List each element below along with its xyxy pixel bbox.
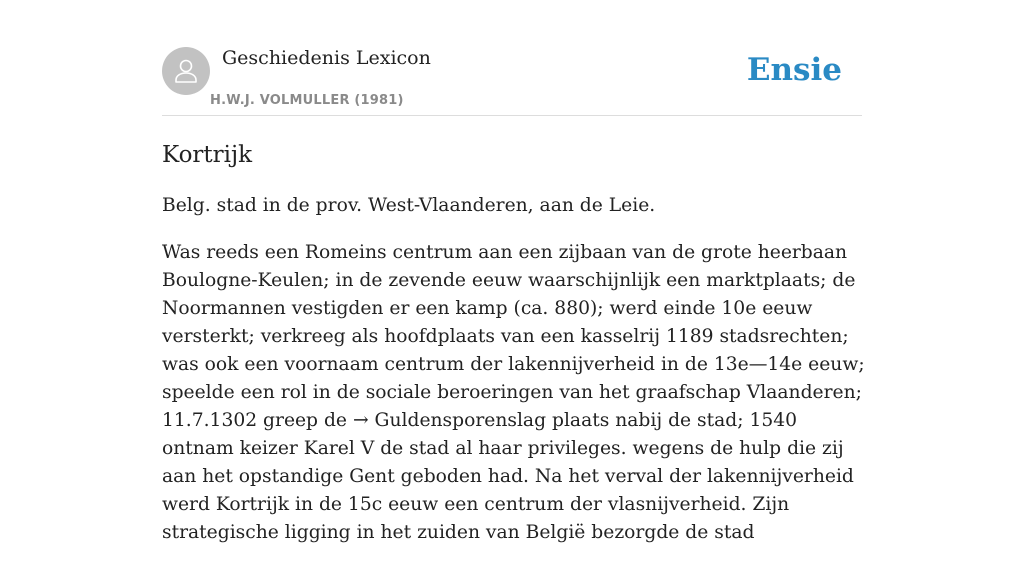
intro-paragraph: Belg. stad in de prov. West-Vlaanderen, aan de Leie. [162, 195, 656, 216]
body-text-2: plaats nabij de stad; 1540 ontnam keizer Karel V de stad al haar privileges. wegens de hulp die zij aan het opstandige Gent geboden had. Na het verval der lakennijverheid werd Kortrijk in de 15c eeuw een centrum der vlasnijverheid. Zijn strategische ligging in het zuiden van België bezorgde de stad [162, 410, 854, 543]
page-title: Kortrijk [162, 142, 253, 168]
source-title-link[interactable]: Geschiedenis Lexicon [222, 47, 431, 69]
entry-content [162, 192, 868, 566]
page-container [162, 0, 865, 543]
guldensporenslag-link[interactable]: → Guldensporenslag [352, 410, 547, 431]
body-text-1: Was reeds een Romeins centrum aan een zijbaan van de grote heerbaan Boulogne-Keulen; in de zevende eeuw waarschijnlijk een marktplaats; de Noormannen vestigden er een kamp (ca. 880); werd einde 10e eeuw versterkt; verkreeg als hoofdplaats van een kasselrij 1189 stadsrechten; was ook een voornaam centrum der lakennijverheid in de 13e—14e eeuw; speelde een rol in de sociale beroeringen van het graafschap Vlaanderen; 11.7.1302 greep de [162, 242, 865, 431]
brand-logo[interactable]: Ensie [746, 52, 842, 88]
entry-header [162, 0, 862, 116]
author-label[interactable]: H.W.J. VOLMULLER (1981) [210, 93, 404, 108]
body-paragraph [162, 239, 868, 547]
person-icon [162, 47, 210, 95]
